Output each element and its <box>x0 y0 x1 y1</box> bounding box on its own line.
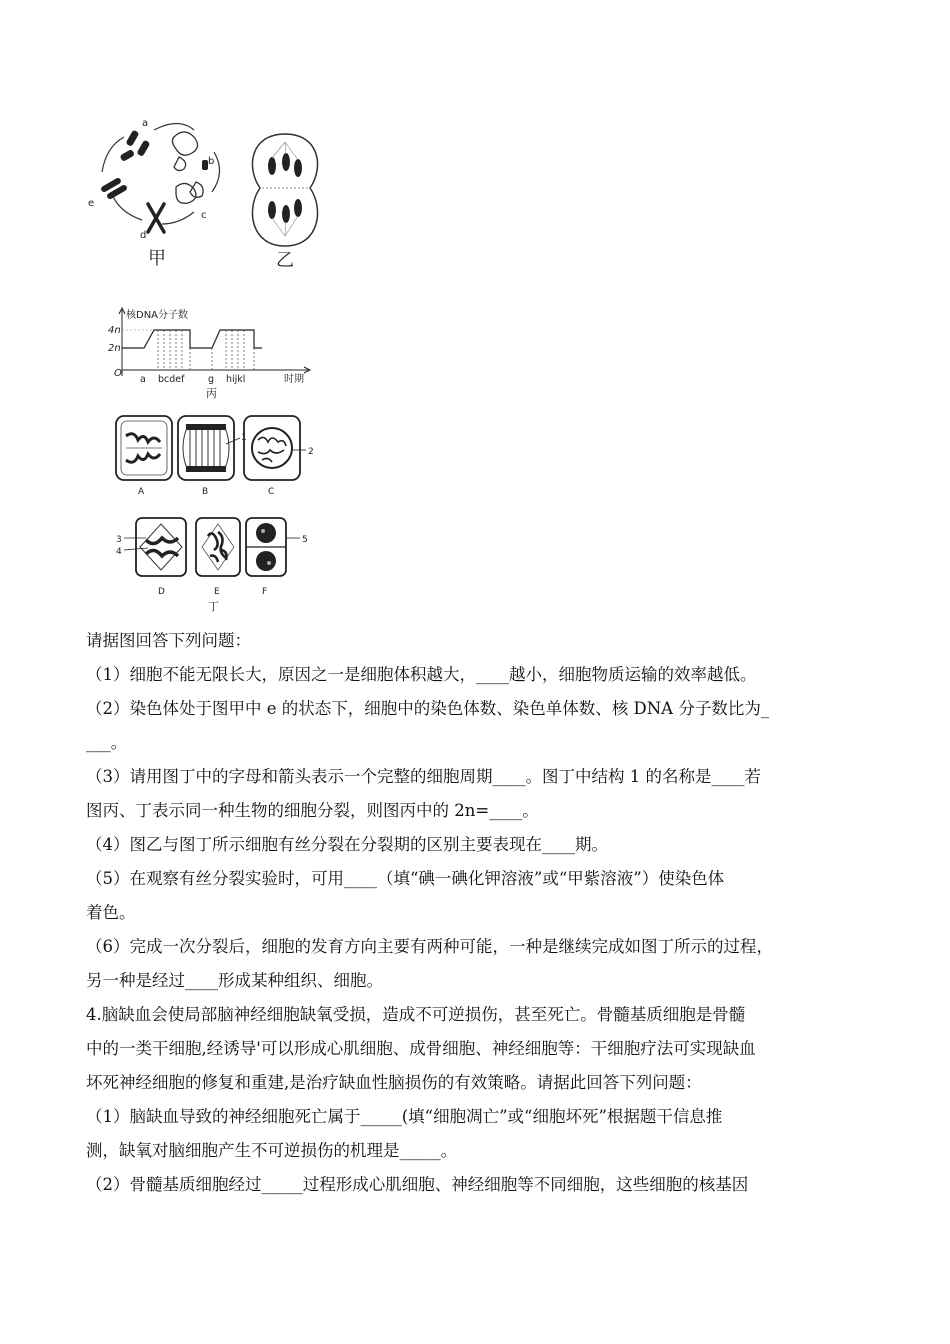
text-line-p4-2: 中的一类干细胞,经诱导'可以形成心肌细胞、成骨细胞、神经细胞等：干细胞疗法可实现缺血 <box>86 1039 756 1058</box>
structure-number-4: 4 <box>116 547 122 557</box>
x-tick-g: g <box>208 374 215 385</box>
figure-yi <box>240 128 330 273</box>
cell-label-A: A <box>138 487 145 497</box>
stage-label-b: b <box>208 156 215 167</box>
figure-ding-caption: 丁 <box>208 600 219 613</box>
cell-B <box>178 416 240 480</box>
cell-stage-d <box>148 204 164 232</box>
cell-stage-e <box>100 177 128 200</box>
cell-E <box>196 518 240 576</box>
text-line-q6: （6）完成一次分裂后，细胞的发育方向主要有两种可能，一种是继续完成如图丁所示的过程， <box>86 937 773 956</box>
text-line-q4: （4）图乙与图丁所示细胞有丝分裂在分裂期的区别主要表现在____期。 <box>86 835 608 854</box>
figure-jia <box>84 112 234 272</box>
stage-label-d: d <box>140 230 147 241</box>
text-line-p4-3: 坏死神经细胞的修复和重建,是治疗缺血性脑损伤的有效策略。请据此回答下列问题： <box>86 1073 702 1092</box>
stage-label-c: c <box>201 210 207 221</box>
cell-F <box>246 518 300 576</box>
figure-ding <box>110 410 325 615</box>
cell-stage-c <box>176 182 203 203</box>
cell-C <box>244 416 306 480</box>
figure-bing <box>108 304 323 404</box>
figure-jia-caption: 甲 <box>148 248 166 269</box>
stage-label-a: a <box>142 118 149 129</box>
y-axis-label: 核DNA分子数 <box>126 310 189 321</box>
stage-label-e: e <box>88 198 95 209</box>
cell-label-D: D <box>158 587 165 597</box>
x-axis-label: 时期 <box>284 374 304 385</box>
dna-content-line <box>122 330 262 348</box>
origin-label: O <box>114 368 122 379</box>
cell-D <box>124 518 186 576</box>
text-line-q1: （1）细胞不能无限长大，原因之一是细胞体积越大，____越小，细胞物质运输的效率越低。 <box>86 665 757 684</box>
text-line-p4-q2: （2）骨髓基质细胞经过_____过程形成心肌细胞、神经细胞等不同细胞，这些细胞的核基因 <box>86 1175 749 1194</box>
y-tick-4n: 4n <box>108 325 121 336</box>
cell-A <box>116 416 172 480</box>
text-line-p4-1: 4.脑缺血会使局部脑神经细胞缺氧受损，造成不可逆损伤，甚至死亡。骨髓基质细胞是骨髓 <box>86 1005 746 1024</box>
x-tick-bcdef: bcdef <box>158 374 185 385</box>
text-line-q6-cont: 另一种是经过____形成某种组织、细胞。 <box>86 971 383 990</box>
structure-number-5: 5 <box>302 535 308 545</box>
text-line-q2-cont: ___。 <box>86 733 128 752</box>
text-line-q5: （5）在观察有丝分裂实验时，可用____（填“碘一碘化钾溶液”或“甲紫溶液”）使染色体 <box>86 869 725 888</box>
text-line-q3-cont: 图丙、丁表示同一种生物的细胞分裂，则图丙中的 2n=____。 <box>86 801 539 820</box>
structure-number-1: 1 <box>241 433 247 443</box>
text-line-prompt: 请据图回答下列问题： <box>86 631 251 650</box>
question-text <box>86 624 880 1202</box>
cell-label-C: C <box>268 487 275 497</box>
figure-bing-caption: 丙 <box>206 387 217 400</box>
x-tick-a: a <box>140 374 146 385</box>
x-tick-hijkl: hijkl <box>226 374 246 385</box>
figure-yi-caption: 乙 <box>276 250 294 271</box>
cell-label-B: B <box>202 487 209 497</box>
structure-number-3: 3 <box>116 535 122 545</box>
cell-stage-a <box>119 130 150 162</box>
structure-number-2: 2 <box>308 447 314 457</box>
y-tick-2n: 2n <box>108 343 121 354</box>
text-line-p4-q1: （1）脑缺血导致的神经细胞死亡属于_____(填“细胞凋亡”或“细胞坏死”根据题干信息推 <box>86 1107 723 1126</box>
text-line-p4-q1-cont: 测，缺氧对脑细胞产生不可逆损伤的机理是_____。 <box>86 1141 458 1160</box>
cell-stage-b <box>172 132 208 171</box>
text-line-q3: （3）请用图丁中的字母和箭头表示一个完整的细胞周期____。图丁中结构 1 的名称是____若 <box>86 767 761 786</box>
text-line-q2: （2）染色体处于图甲中 e 的状态下，细胞中的染色体数、染色单体数、核 DNA 分子数比为_ <box>86 699 770 718</box>
cell-label-F: F <box>262 587 268 597</box>
cell-label-E: E <box>214 587 220 597</box>
text-line-q5-cont: 着色。 <box>86 903 136 922</box>
